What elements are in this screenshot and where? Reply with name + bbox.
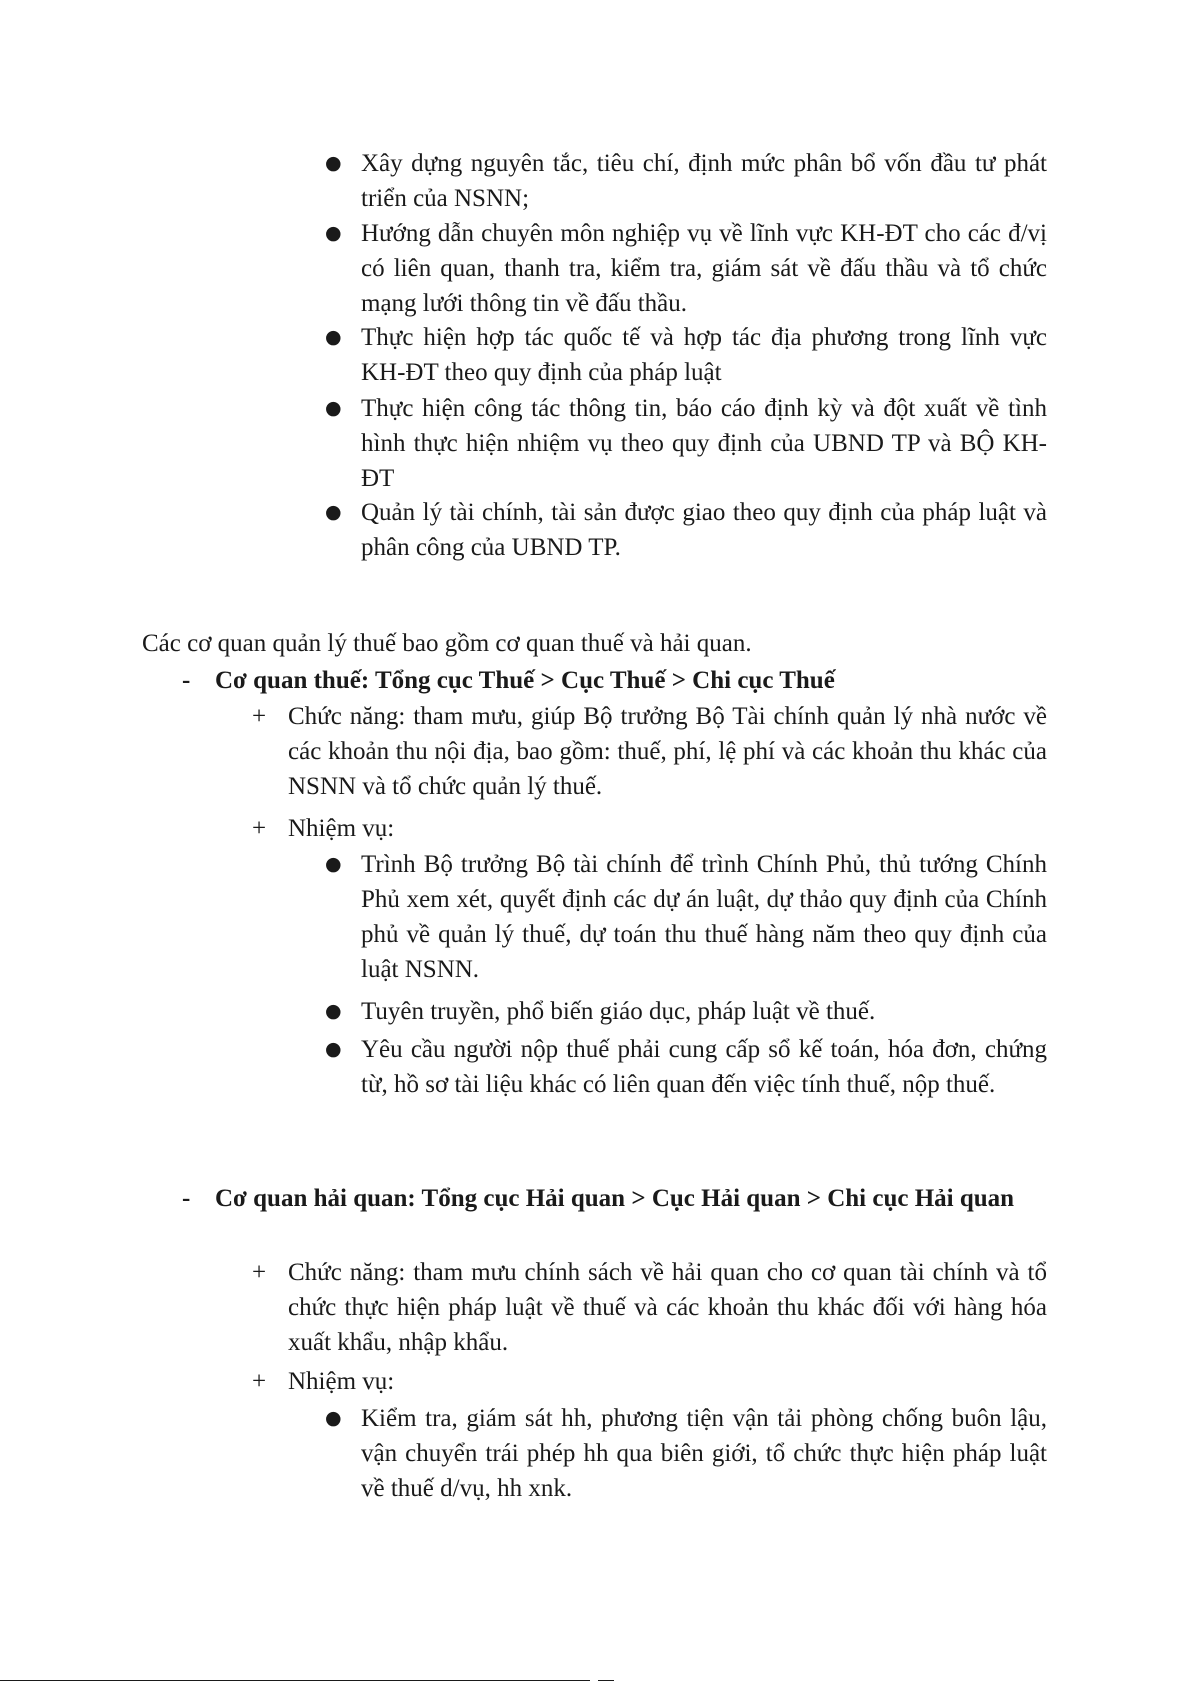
footer-divider [0, 1680, 590, 1681]
list-item: ● Yêu cầu người nộp thuế phải cung cấp sổ kế toán, hóa đơn, chứng từ, hồ sơ tài liệu khác có liên quan đến việc tính thuế, nộp thuế. [361, 1032, 1047, 1102]
list-item: ● Kiểm tra, giám sát hh, phương tiện vận tải phòng chống buôn lậu, vận chuyển trái phép hh qua biên giới, tổ chức thực hiện pháp luật về thuế d/vụ, hh xnk. [361, 1401, 1047, 1506]
customs-agency-heading: - Cơ quan hải quan: Tổng cục Hải quan > Cục Hải quan > Chi cục Hải quan [215, 1181, 1047, 1216]
list-item: ● Trình Bộ trưởng Bộ tài chính để trình Chính Phủ, thủ tướng Chính Phủ xem xét, quyết định các dự án luật, dự thảo quy định của Chính phủ về quản lý thuế, dự toán thu thuế hàng năm theo quy định của luật NSNN. [361, 847, 1047, 987]
footer-divider-segment [598, 1680, 614, 1681]
list-item: ● Thực hiện hợp tác quốc tế và hợp tác địa phương trong lĩnh vực KH-ĐT theo quy định của pháp luật [361, 320, 1047, 390]
list-item: ● Xây dựng nguyên tắc, tiêu chí, định mức phân bổ vốn đầu tư phát triển của NSNN; [361, 146, 1047, 216]
tax-agency-heading: - Cơ quan thuế: Tổng cục Thuế > Cục Thuế > Chi cục Thuế [215, 663, 1047, 698]
customs-agency-duties-label: + Nhiệm vụ: [288, 1364, 1047, 1399]
list-item: ● Tuyên truyền, phổ biến giáo dục, pháp luật về thuế. [361, 994, 1047, 1029]
intro-paragraph: Các cơ quan quản lý thuế bao gồm cơ quan thuế và hải quan. [142, 630, 752, 657]
list-item: ● Hướng dẫn chuyên môn nghiệp vụ về lĩnh vực KH-ĐT cho các đ/vị có liên quan, thanh tra, kiểm tra, giám sát về đấu thầu và tổ chức mạng lưới thông tin về đấu thầu. [361, 216, 1047, 321]
tax-agency-function: + Chức năng: tham mưu, giúp Bộ trưởng Bộ Tài chính quản lý nhà nước về các khoản thu nội địa, bao gồm: thuế, phí, lệ phí và các khoản thu khác của NSNN và tổ chức quản lý thuế. [288, 699, 1047, 804]
customs-agency-function: + Chức năng: tham mưu chính sách về hải quan cho cơ quan tài chính và tổ chức thực hiện pháp luật về thuế và các khoản thu khác đối với hàng hóa xuất khẩu, nhập khẩu. [288, 1255, 1047, 1360]
list-item: ● Thực hiện công tác thông tin, báo cáo định kỳ và đột xuất về tình hình thực hiện nhiệm vụ theo quy định của UBND TP và BỘ KH-ĐT [361, 391, 1047, 496]
list-item: ● Quản lý tài chính, tài sản được giao theo quy định của pháp luật và phân công của UBND TP. [361, 495, 1047, 565]
tax-agency-duties-label: + Nhiệm vụ: [288, 811, 1047, 846]
